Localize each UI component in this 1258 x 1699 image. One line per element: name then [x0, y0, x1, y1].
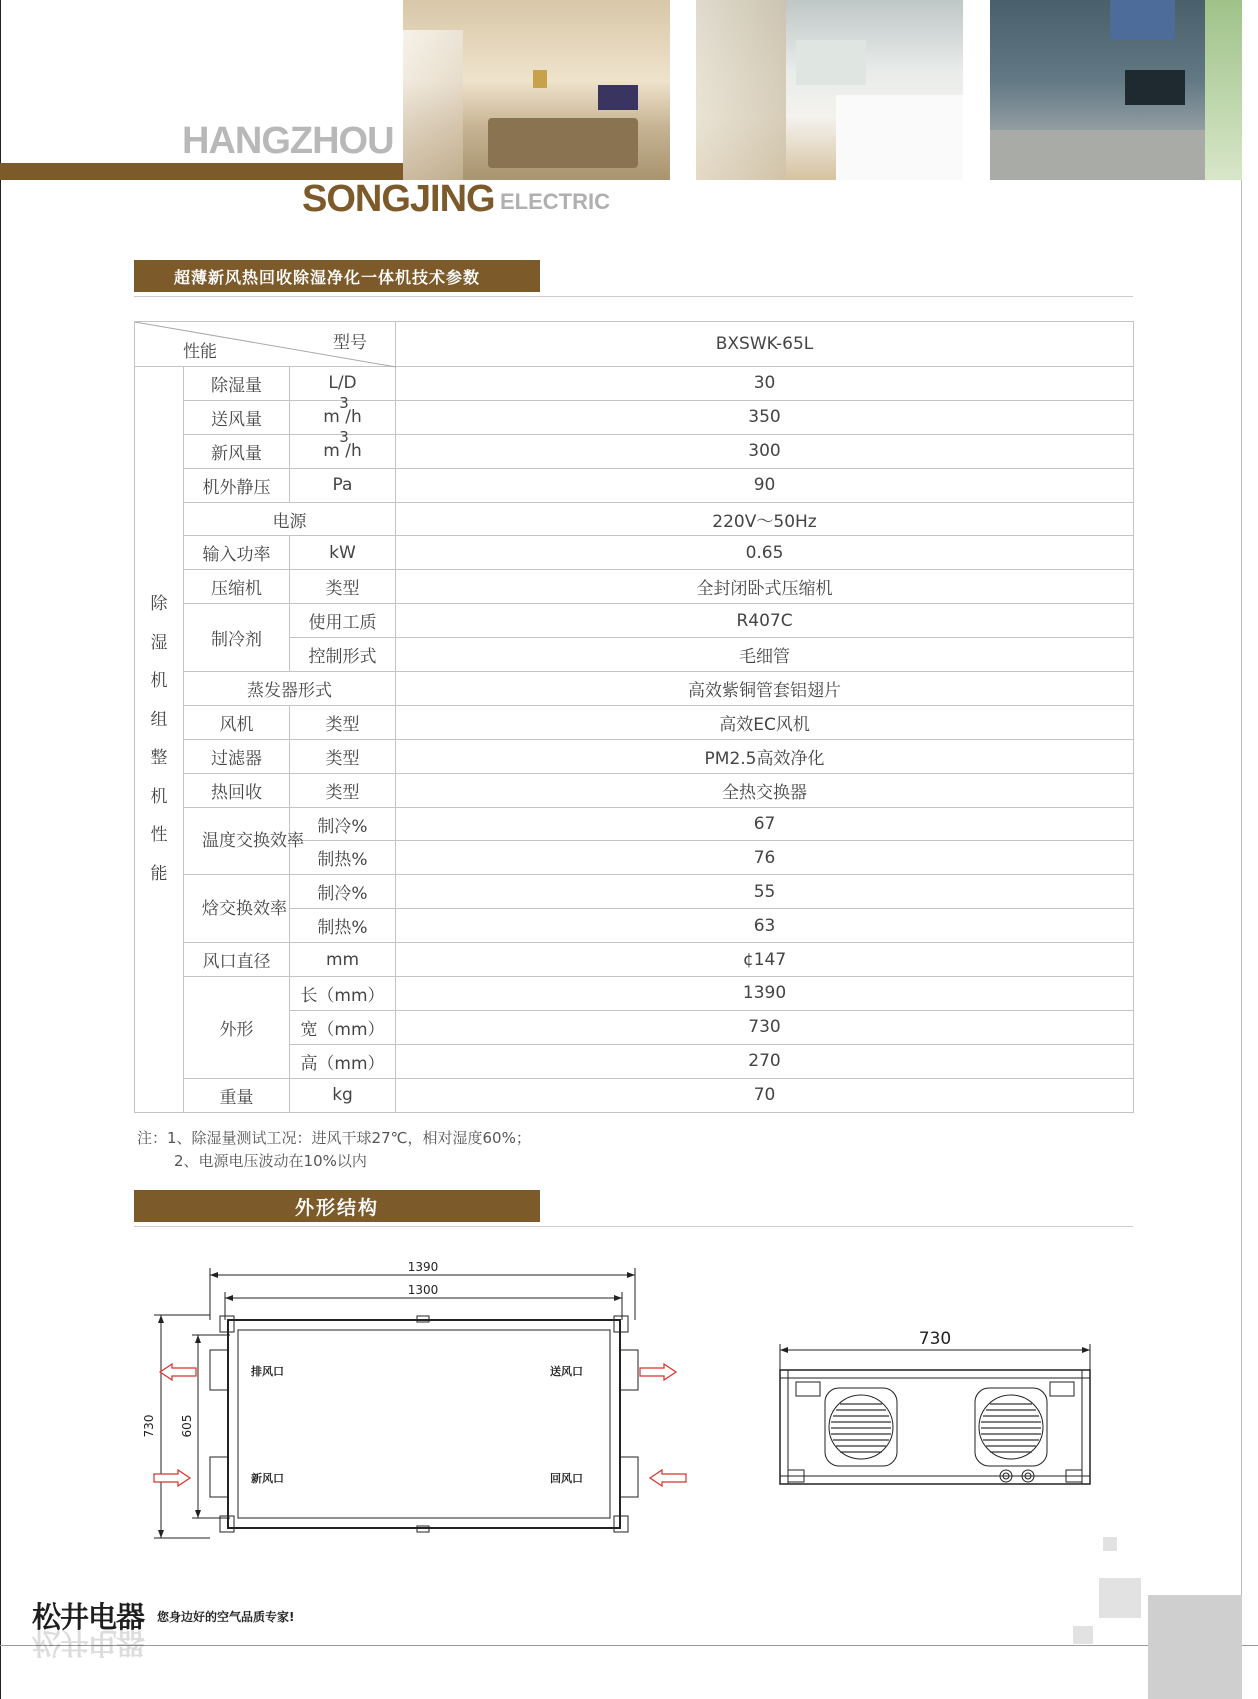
- section-title-specs: 超薄新风热回收除湿净化一体机技术参数: [134, 260, 540, 292]
- row-value: 高效EC风机: [396, 705, 1134, 739]
- row-sub: 制热%: [290, 841, 396, 875]
- row-value: 70: [396, 1078, 1134, 1112]
- table-row: [135, 400, 1134, 434]
- row-unit: Pa: [290, 468, 396, 502]
- unit-superscript: 3: [339, 394, 349, 413]
- row-name: 风口直径: [184, 943, 290, 977]
- fan-grille-left: [825, 1388, 897, 1466]
- table-row: [135, 604, 1134, 638]
- row-name: 焓交换效率: [184, 875, 290, 943]
- header-photo-kitchen: [696, 0, 963, 180]
- side-char: 性: [150, 825, 168, 846]
- table-row: [135, 875, 1134, 909]
- row-sub: 长（mm）: [290, 977, 396, 1011]
- row-unit: mm: [290, 943, 396, 977]
- unit-body-inner: [238, 1330, 610, 1518]
- side-char: 机: [150, 671, 168, 692]
- row-name: 送风量: [184, 400, 290, 434]
- row-unit: [290, 428, 396, 468]
- header-photo-tv-wall: [990, 0, 1242, 180]
- brand-songjing: SONGJING: [302, 178, 495, 220]
- section-title-structure: 外形结构: [134, 1190, 540, 1222]
- row-unit: 类型: [290, 739, 396, 773]
- table-row: [135, 502, 1134, 536]
- row-unit: 类型: [290, 705, 396, 739]
- row-name: 机外静压: [184, 468, 290, 502]
- side-label-dehumidifier-performance: [135, 367, 184, 1113]
- spec-table: [134, 321, 1134, 1113]
- table-row: [135, 1078, 1134, 1112]
- row-value: 全封闭卧式压缩机: [396, 570, 1134, 604]
- arrow-return-in: [650, 1470, 686, 1486]
- row-name: 输入功率: [184, 536, 290, 570]
- table-row: [135, 807, 1134, 841]
- row-sub: 制冷%: [290, 875, 396, 909]
- top-view-drawing: [140, 1250, 700, 1550]
- side-char: 能: [150, 863, 168, 884]
- deco-block: [1148, 1595, 1242, 1699]
- page-border-right: [1241, 0, 1242, 1699]
- port-supply-label: 送风口: [550, 1365, 583, 1378]
- company-logo: 松井电器: [32, 1600, 145, 1634]
- row-value: R407C: [396, 604, 1134, 638]
- row-name: 电源: [184, 502, 396, 536]
- port-fresh-label: 新风口: [251, 1472, 284, 1485]
- section-divider: [134, 296, 1133, 297]
- row-name: 蒸发器形式: [184, 672, 396, 706]
- row-value: 30: [396, 367, 1134, 401]
- deco-square: [1073, 1626, 1093, 1644]
- row-name: 温度交换效率: [184, 807, 290, 875]
- arrow-fresh-in: [154, 1470, 190, 1486]
- table-row: [135, 434, 1134, 468]
- table-row: [135, 570, 1134, 604]
- row-value: 730: [396, 1010, 1134, 1044]
- row-name: 除湿量: [184, 367, 290, 401]
- side-char: 整: [150, 748, 168, 769]
- row-sub: 使用工质: [290, 604, 396, 638]
- row-value: 0.65: [396, 536, 1134, 570]
- side-char: 组: [150, 709, 168, 730]
- row-sub: 制冷%: [290, 807, 396, 841]
- row-sub: 制热%: [290, 909, 396, 943]
- model-label: 型号: [333, 333, 368, 353]
- row-value: 76: [396, 841, 1134, 875]
- brand-electric: ELECTRIC: [500, 189, 610, 214]
- table-row: [135, 943, 1134, 977]
- section-divider: [134, 1226, 1133, 1227]
- duct-collar: [210, 1457, 228, 1497]
- dim-text-height-outer: 730: [142, 1414, 156, 1438]
- duct-collar: [620, 1350, 638, 1390]
- row-unit: L/D: [290, 367, 396, 401]
- table-row: [135, 977, 1134, 1011]
- row-name: 新风量: [184, 434, 290, 468]
- row-unit: 类型: [290, 570, 396, 604]
- unit-text: m /h: [323, 407, 362, 428]
- port-return-label: 回风口: [550, 1472, 583, 1485]
- dim-text-inner: 1300: [407, 1283, 439, 1297]
- table-row: [135, 739, 1134, 773]
- fan-grille-right: [975, 1388, 1047, 1466]
- row-name: 制冷剂: [184, 604, 290, 672]
- duct-collar: [210, 1350, 228, 1390]
- row-unit: kg: [290, 1078, 396, 1112]
- row-value: 全热交换器: [396, 773, 1134, 807]
- row-sub: 宽（mm）: [290, 1010, 396, 1044]
- row-value: 350: [396, 400, 1134, 434]
- page-border-left: [0, 0, 1, 1699]
- row-value: 90: [396, 468, 1134, 502]
- row-value: 毛细管: [396, 638, 1134, 672]
- row-name: 风机: [184, 705, 290, 739]
- dim-text-height-inner: 605: [180, 1414, 194, 1438]
- row-name: 热回收: [184, 773, 290, 807]
- deco-square: [1099, 1578, 1141, 1618]
- row-sub: 控制形式: [290, 638, 396, 672]
- table-row: [135, 672, 1134, 706]
- row-value: 220V～50Hz: [396, 502, 1134, 536]
- arrow-exhaust-out: [160, 1364, 196, 1380]
- side-char: 机: [150, 786, 168, 807]
- unit-body-outline: [228, 1320, 620, 1528]
- row-value: 270: [396, 1044, 1134, 1078]
- row-value: 63: [396, 909, 1134, 943]
- page-border-bottom: [0, 1645, 1258, 1646]
- table-row: [135, 773, 1134, 807]
- row-value: PM2.5高效净化: [396, 739, 1134, 773]
- duct-collar: [620, 1457, 638, 1497]
- table-header-row: [135, 322, 1134, 367]
- row-name: 外形: [184, 977, 290, 1079]
- row-unit: kW: [290, 536, 396, 570]
- dim-text-outer: 1390: [407, 1260, 439, 1274]
- row-name: 过滤器: [184, 739, 290, 773]
- company-logo-reflection: 松井电器: [32, 1626, 145, 1660]
- row-value: 67: [396, 807, 1134, 841]
- arrow-supply-out: [640, 1364, 676, 1380]
- unit-superscript: 3: [339, 428, 349, 447]
- header-diagonal-cell: [135, 322, 396, 367]
- row-value: 高效紫铜管套铝翅片: [396, 672, 1134, 706]
- note-line-1: 注：1、除湿量测试工况：进风干球27℃，相对湿度60%；: [137, 1129, 531, 1147]
- row-value: 55: [396, 875, 1134, 909]
- row-value: 1390: [396, 977, 1134, 1011]
- row-name: 压缩机: [184, 570, 290, 604]
- row-sub: 高（mm）: [290, 1044, 396, 1078]
- note-line-2: 2、电源电压波动在10%以内: [174, 1152, 367, 1170]
- side-char: 除: [150, 594, 168, 615]
- unit-text: m /h: [323, 441, 362, 462]
- row-name: 重量: [184, 1078, 290, 1112]
- port-exhaust-label: 排风口: [251, 1365, 284, 1378]
- row-value: 300: [396, 434, 1134, 468]
- performance-label: 性能: [183, 342, 217, 362]
- table-row: [135, 468, 1134, 502]
- brand-hangzhou: HANGZHOU: [182, 120, 394, 162]
- table-row: [135, 705, 1134, 739]
- side-view-drawing: [770, 1318, 1100, 1498]
- table-row: [135, 536, 1134, 570]
- table-row: [135, 367, 1134, 401]
- header-photo-living-room: [403, 0, 670, 180]
- model-value: BXSWK-65L: [396, 322, 1134, 367]
- row-unit: 类型: [290, 773, 396, 807]
- side-char: 湿: [150, 632, 168, 653]
- company-slogan: 您身边好的空气品质专家!: [157, 1610, 295, 1624]
- deco-square: [1103, 1537, 1117, 1551]
- dim-text-width: 730: [918, 1329, 952, 1349]
- row-value: ¢147: [396, 943, 1134, 977]
